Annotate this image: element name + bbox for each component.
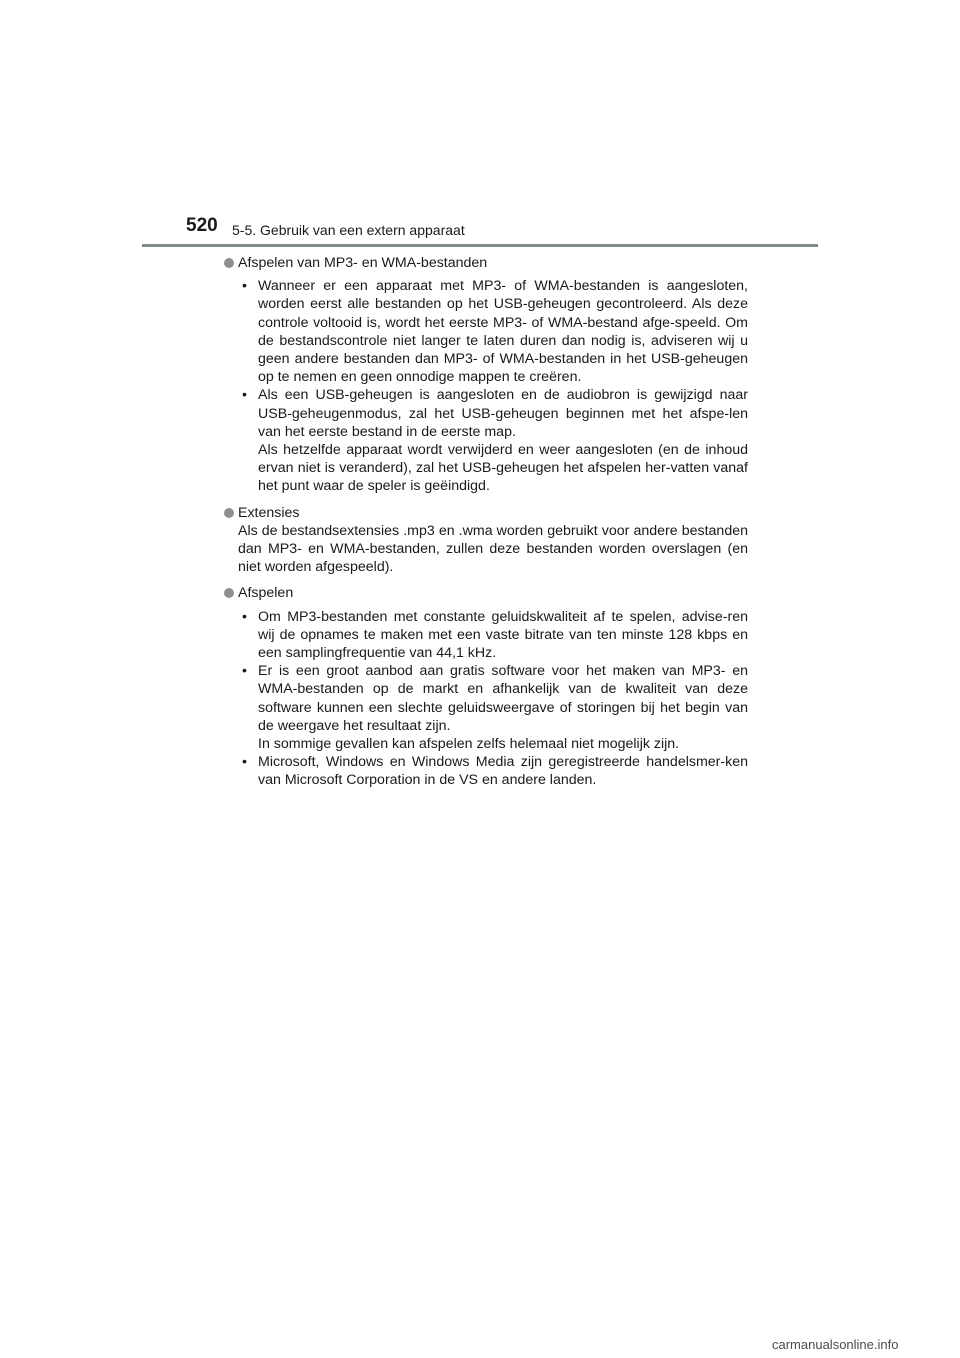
- list-item-text: Als een USB-geheugen is aangesloten en de audiobron is gewijzigd naar USB-geheugenmodus, zal het USB-geheugen beginnen met het afspe-len van het eerste bestand in de eerste map.: [258, 387, 748, 440]
- section-body: Als de bestandsextensies .mp3 en .wma worden gebruikt voor andere bestanden dan MP3- en WMA-bestanden, zullen deze bestanden worden overslagen (en niet worden afgespeeld).: [238, 522, 748, 576]
- section-mp3-wma-playback: [224, 254, 748, 496]
- list-bullet-icon: •: [242, 663, 247, 680]
- header-rule: [142, 244, 818, 247]
- section-title: Extensies: [238, 504, 300, 521]
- list-bullet-icon: •: [242, 608, 247, 625]
- section-playback: [224, 584, 748, 789]
- section-title: Afspelen van MP3- en WMA-bestanden: [238, 255, 488, 271]
- list-item-text: Als hetzelfde apparaat wordt verwijderd en weer aangesloten (en de inhoud ervan niet is veranderd), zal het USB-geheugen het afspelen her-vatten vanaf het punt waar de speler is geëindigd.: [258, 442, 748, 495]
- list-bullet-icon: •: [242, 278, 247, 295]
- list-item-text: Om MP3-bestanden met constante geluidskwaliteit af te spelen, advise-ren wij de opnames te maken met een vaste bitrate van ten minste 128 kbps en een samplingfrequentie van 44,1 kHz.: [258, 608, 748, 662]
- page-content: [224, 254, 748, 790]
- list-bullet-icon: •: [242, 754, 247, 771]
- bullet-list: [238, 277, 748, 495]
- watermark-link[interactable]: carmanualsonline.info: [772, 1337, 899, 1352]
- list-item: [238, 277, 748, 386]
- section-title: Afspelen: [238, 585, 294, 602]
- list-item-text: Microsoft, Windows en Windows Media zijn geregistreerde handelsmer-ken van Microsoft Corporation in de VS en andere landen.: [258, 754, 748, 789]
- bullet-dot-icon: [224, 258, 234, 268]
- list-item: [238, 608, 748, 663]
- list-bullet-icon: •: [242, 387, 247, 404]
- list-item-text: Er is een groot aanbod aan gratis software voor het maken van MP3- en WMA-bestanden op de markt en afhankelijk van de kwaliteit van deze software kunnen een slechte geluidsweergave of storingen bij het begin van de weergave het resultaat zijn.: [258, 663, 748, 734]
- page-number: 520: [186, 215, 218, 236]
- list-item: [238, 753, 748, 789]
- list-item-text: In sommige gevallen kan afspelen zelfs helemaal niet mogelijk zijn.: [258, 736, 680, 753]
- section-extensions: [224, 504, 748, 577]
- list-item: [238, 386, 748, 495]
- bullet-list: [238, 608, 748, 790]
- list-item-text: Wanneer er een apparaat met MP3- of WMA-bestanden is aangesloten, worden eerst alle bestanden op het USB-geheugen gecontroleerd. Als deze controle voltooid is, wordt het eerste MP3- of WMA-bestand afge-speeld. Om de bestandscontrole niet langer te laten duren dan nodig is, adviseren wij u geen andere bestanden dan MP3- of WMA-bestanden in het USB-geheugen op te nemen en geen onnodige mappen te creëren.: [258, 278, 748, 386]
- running-header: 5-5. Gebruik van een extern apparaat: [232, 222, 465, 238]
- list-item: [238, 662, 748, 753]
- bullet-dot-icon: [224, 588, 234, 598]
- bullet-dot-icon: [224, 508, 234, 518]
